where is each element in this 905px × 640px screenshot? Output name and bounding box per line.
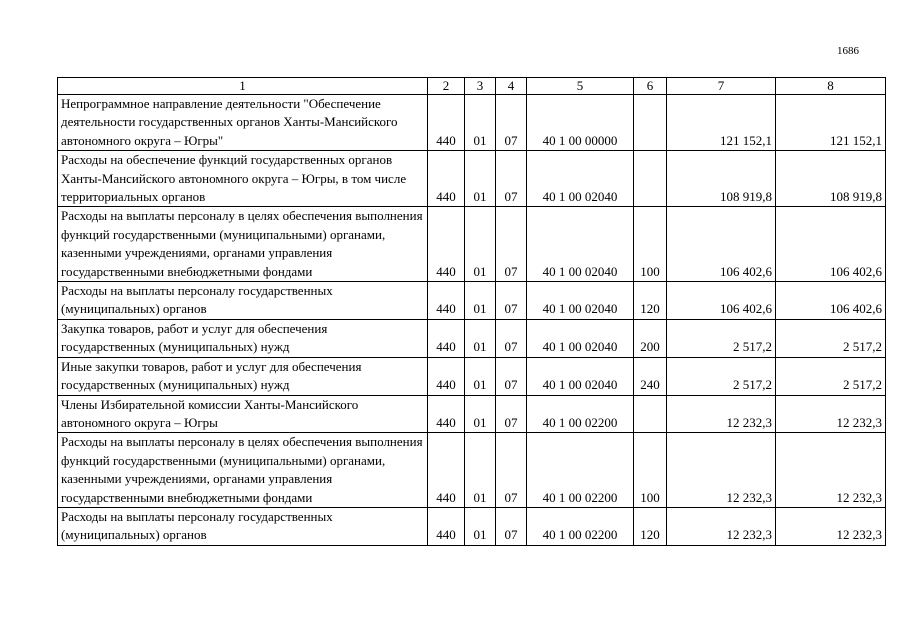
amount-year-2: 12 232,3: [776, 507, 886, 545]
expense-type-code: 100: [634, 207, 667, 282]
section-code: 01: [465, 319, 496, 357]
section-code: 01: [465, 433, 496, 508]
target-article-code: 40 1 00 02040: [527, 282, 634, 320]
subsection-code: 07: [496, 507, 527, 545]
amount-year-2: 12 232,3: [776, 395, 886, 433]
amount-year-1: 108 919,8: [667, 151, 776, 207]
target-article-code: 40 1 00 02040: [527, 207, 634, 282]
amount-year-1: 121 152,1: [667, 95, 776, 151]
amount-year-2: 2 517,2: [776, 357, 886, 395]
target-article-code: 40 1 00 02040: [527, 357, 634, 395]
header-cell: 5: [527, 78, 634, 95]
table-row: [58, 207, 886, 282]
subsection-code: 07: [496, 282, 527, 320]
item-name: Расходы на обеспечение функций государственных органов Ханты-Мансийского автономного округа – Югры, в том числе территориальных органов: [58, 151, 428, 207]
admin-code: 440: [428, 282, 465, 320]
amount-year-2: 106 402,6: [776, 282, 886, 320]
expense-type-code: 100: [634, 433, 667, 508]
amount-year-1: 12 232,3: [667, 507, 776, 545]
table-row: [58, 395, 886, 433]
expense-type-code: [634, 151, 667, 207]
table-row: [58, 151, 886, 207]
section-code: 01: [465, 507, 496, 545]
amount-year-1: 12 232,3: [667, 433, 776, 508]
header-cell: 1: [58, 78, 428, 95]
item-name: Расходы на выплаты персоналу государственных (муниципальных) органов: [58, 282, 428, 320]
header-cell: 6: [634, 78, 667, 95]
admin-code: 440: [428, 507, 465, 545]
amount-year-1: 2 517,2: [667, 319, 776, 357]
subsection-code: 07: [496, 95, 527, 151]
table-row: [58, 507, 886, 545]
table-row: [58, 357, 886, 395]
admin-code: 440: [428, 207, 465, 282]
target-article-code: 40 1 00 00000: [527, 95, 634, 151]
section-code: 01: [465, 95, 496, 151]
amount-year-2: 121 152,1: [776, 95, 886, 151]
table-row: [58, 433, 886, 508]
expense-type-code: 120: [634, 507, 667, 545]
amount-year-1: 12 232,3: [667, 395, 776, 433]
admin-code: 440: [428, 319, 465, 357]
amount-year-2: 108 919,8: [776, 151, 886, 207]
subsection-code: 07: [496, 357, 527, 395]
header-cell: 8: [776, 78, 886, 95]
table-row: [58, 319, 886, 357]
table-header-row: [58, 78, 886, 95]
header-cell: 3: [465, 78, 496, 95]
item-name: Закупка товаров, работ и услуг для обеспечения государственных (муниципальных) нужд: [58, 319, 428, 357]
amount-year-2: 2 517,2: [776, 319, 886, 357]
section-code: 01: [465, 395, 496, 433]
subsection-code: 07: [496, 319, 527, 357]
budget-table: [57, 77, 886, 546]
subsection-code: 07: [496, 433, 527, 508]
admin-code: 440: [428, 357, 465, 395]
amount-year-2: 12 232,3: [776, 433, 886, 508]
admin-code: 440: [428, 433, 465, 508]
expense-type-code: 240: [634, 357, 667, 395]
expense-type-code: [634, 95, 667, 151]
amount-year-1: 106 402,6: [667, 207, 776, 282]
section-code: 01: [465, 207, 496, 282]
subsection-code: 07: [496, 207, 527, 282]
item-name: Иные закупки товаров, работ и услуг для обеспечения государственных (муниципальных) нужд: [58, 357, 428, 395]
amount-year-2: 106 402,6: [776, 207, 886, 282]
target-article-code: 40 1 00 02040: [527, 319, 634, 357]
expense-type-code: [634, 395, 667, 433]
header-cell: 2: [428, 78, 465, 95]
item-name: Расходы на выплаты персоналу государственных (муниципальных) органов: [58, 507, 428, 545]
expense-type-code: 120: [634, 282, 667, 320]
page-number: 1686: [837, 45, 859, 57]
target-article-code: 40 1 00 02200: [527, 433, 634, 508]
section-code: 01: [465, 151, 496, 207]
amount-year-1: 106 402,6: [667, 282, 776, 320]
table-body: [58, 95, 886, 546]
item-name: Расходы на выплаты персоналу в целях обеспечения выполнения функций государственными (муниципальными) органами, казенными учреждениями, органами управления государственными внебюджетными фондами: [58, 433, 428, 508]
item-name: Расходы на выплаты персоналу в целях обеспечения выполнения функций государственными (муниципальными) органами, казенными учреждениями, органами управления государственными внебюджетными фондами: [58, 207, 428, 282]
admin-code: 440: [428, 151, 465, 207]
header-cell: 4: [496, 78, 527, 95]
target-article-code: 40 1 00 02200: [527, 395, 634, 433]
target-article-code: 40 1 00 02200: [527, 507, 634, 545]
expense-type-code: 200: [634, 319, 667, 357]
item-name: Члены Избирательной комиссии Ханты-Мансийского автономного округа – Югры: [58, 395, 428, 433]
table-row: [58, 95, 886, 151]
section-code: 01: [465, 282, 496, 320]
admin-code: 440: [428, 395, 465, 433]
admin-code: 440: [428, 95, 465, 151]
amount-year-1: 2 517,2: [667, 357, 776, 395]
header-cell: 7: [667, 78, 776, 95]
table-row: [58, 282, 886, 320]
target-article-code: 40 1 00 02040: [527, 151, 634, 207]
section-code: 01: [465, 357, 496, 395]
item-name: Непрограммное направление деятельности "Обеспечение деятельности государственных органов Ханты-Мансийского автономного округа – Югры": [58, 95, 428, 151]
subsection-code: 07: [496, 395, 527, 433]
subsection-code: 07: [496, 151, 527, 207]
